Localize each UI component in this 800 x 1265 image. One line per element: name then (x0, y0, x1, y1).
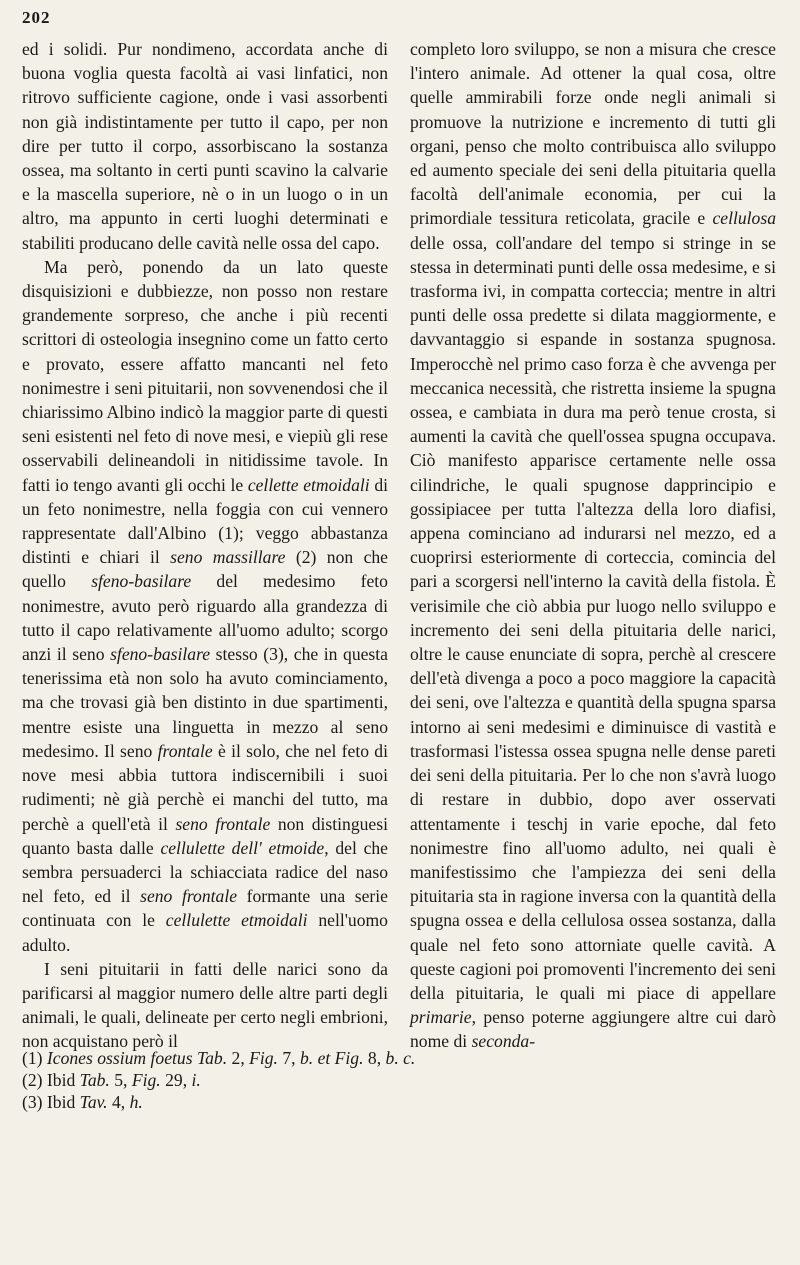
term-frontale: frontale (157, 740, 213, 761)
term-seno-massillare: seno massillare (170, 547, 286, 568)
paragraph-3: I seni pituitarii in fatti delle narici sono da parificarsi al maggior numero delle altre parti degli animali, le quali, delineate per certo negli embrioni, non acquistano però il (22, 958, 388, 1052)
term-sfeno-basilare: sfeno-basilare (110, 644, 211, 665)
term-cellulette-etmoide: cellulette dell' etmoide (160, 837, 325, 858)
footnotes (22, 1047, 782, 1113)
paragraph-4: completo loro sviluppo, se non a misura che cresce l'intero animale. Ad ottener la qual cosa, oltre quelle ammirabili forze onde negli animali si promuove la nutrizione e incremento di tutti gli organi, penso che molto contribuisca allo sviluppo ed aumento speciale dei seni della pituitaria quella facoltà dell'animale economia, per cui la primordiale tessitura reticolata, gracile e cellulosa delle ossa, coll'andare del tempo si stringe in se stessa in determinati punti delle ossa medesime, e si trasforma ivi, in compatta corteccia; mentre in altri punti delle ossa predette si dilata maggiormente, e davvantaggio si espande in sostanza spugnosa. Imperocchè nel primo caso forza è che avvenga per meccanica necessità, che ristretta insieme la spugna ossea, e cambiata in dura ma però tenue crosta, si aumenti la cavità che quell'ossea spugna occupava. Ciò manifesto apparisce certamente nelle ossa cilindriche, le quali spugnose dapprincipio e gossipiacee per tutta l'altezza della loro diafisi, appena cominciano ad indurarsi nel mezzo, ed a cuoprirsi esteriormente di corteccia, comincia del pari a scorgersi nell'interno la cavità della fistola. È verisimile che ciò abbia pur luogo nello sviluppo e incremento dei seni della pituitaria delle narici, oltre le cause enunciate di sopra, perchè al crescere dell'età divenga a poco a poco maggiore la capacità dei seni, ove l'altezza e quantità della spugna sparsa intorno ai seni medesimi e diminuisce di vastità e trasformasi l'istessa ossea spugna nelle dense pareti dei seni della pituitaria. Per lo che non s'avrà luogo di restare in dubbio, dopo aver osservati attentamente i teschj in varie epoche, dal feto nonimestre fino all'uomo adulto, nei quali è manifestissimo che l'ampiezza dei seni della pituitaria sta in ragione inversa con la quantità della spugna ossea e della cellulosa ossea sostanza, dalla quale nel feto sono attorniate quelle cavità. A queste cagioni poi promoventi l'incremento dei seni della pituitaria, le quali mi piace di appellare primarie, penso poterne aggiungere altre cui darò nome di seconda- (410, 39, 776, 1052)
paragraph-2: Ma però, ponendo da un lato queste disquisizioni e dubbiezze, non posso non restare grandemente sorpreso, che anche i più recenti scrittori di osteologia insegnino come un fatto certo e provato, essere affatto mancanti nel feto nonimestre i seni pituitarii, non sovvenendosi che il chiarissimo Albino indicò la maggior parte di questi seni esistenti nel feto di nove mesi, e viepiù gli rese osservabili delineandoli in nitidissime tavole. In fatti io tengo avanti gli occhi le cellette etmoidali di un feto nonimestre, nella foggia con cui vennero rappresentate dall'Albino (1); veggo abbastanza distinti e chiari il seno massillare (2) non che quello sfeno-basilare del medesimo feto nonimestre, avuto però riguardo alla grandezza di tutto il capo relativamente all'uomo adulto; scorgo anzi il seno sfeno-basilare stesso (3), che in questa tenerissima età non solo ha avuto cominciamento, ma che trovasi già ben distinto in due spartimenti, mentre esiste una linguetta in mezzo al seno medesimo. Il seno frontale è il solo, che nel feto di nove mesi abbia tuttora indiscernibili i suoi rudimenti; nè già perchè ei manchi del tutto, ma perchè a quell'età il seno frontale non distinguesi quanto basta dalle cellulette dell' etmoide, del che sembra persuaderci la schiacciata radice del naso nel feto, ed il seno frontale formante una serie continuata con le cellulette etmoidali nell'uomo adulto. (22, 256, 388, 955)
term-sfeno-basilare: sfeno-basilare (91, 571, 192, 592)
term-cellulette-etmoidali: cellulette etmoidali (165, 910, 308, 931)
footnote-3: (3) Ibid Tav. 4, h. (22, 1092, 143, 1112)
page-number: 202 (22, 8, 51, 27)
left-column (22, 37, 388, 1054)
term-cellette-etmoidali: cellette etmoidali (247, 474, 370, 495)
paragraph-1: ed i solidi. Pur nondimeno, accordata anche di buona voglia questa facoltà ai vasi linfatici, non ritrovo sufficiente cagione, onde i vasi assorbenti non già indistintamente per tutto il capo, per non dire per tutto il corpo, assorbiscano la sostanza ossea, ma soltanto in certi punti scavino la calvarie e la mascella superiore, nè o in un luogo o in un altro, ma appunto in certi luoghi determinati e stabiliti producano delle cavità nelle ossa del capo. (22, 39, 388, 253)
footnote-1: (1) Icones ossium foetus Tab. 2, Fig. 7, b. et Fig. 8, b. c. (22, 1048, 416, 1068)
right-column (410, 37, 776, 1054)
term-primarie: primarie (410, 1007, 472, 1028)
term-seno-frontale: seno frontale (175, 813, 271, 834)
term-seconda: seconda- (471, 1031, 536, 1052)
term-cellulosa: cellulosa (712, 208, 776, 229)
footnote-2: (2) Ibid Tab. 5, Fig. 29, i. (22, 1070, 201, 1090)
term-seno-frontale: seno frontale (140, 886, 238, 907)
